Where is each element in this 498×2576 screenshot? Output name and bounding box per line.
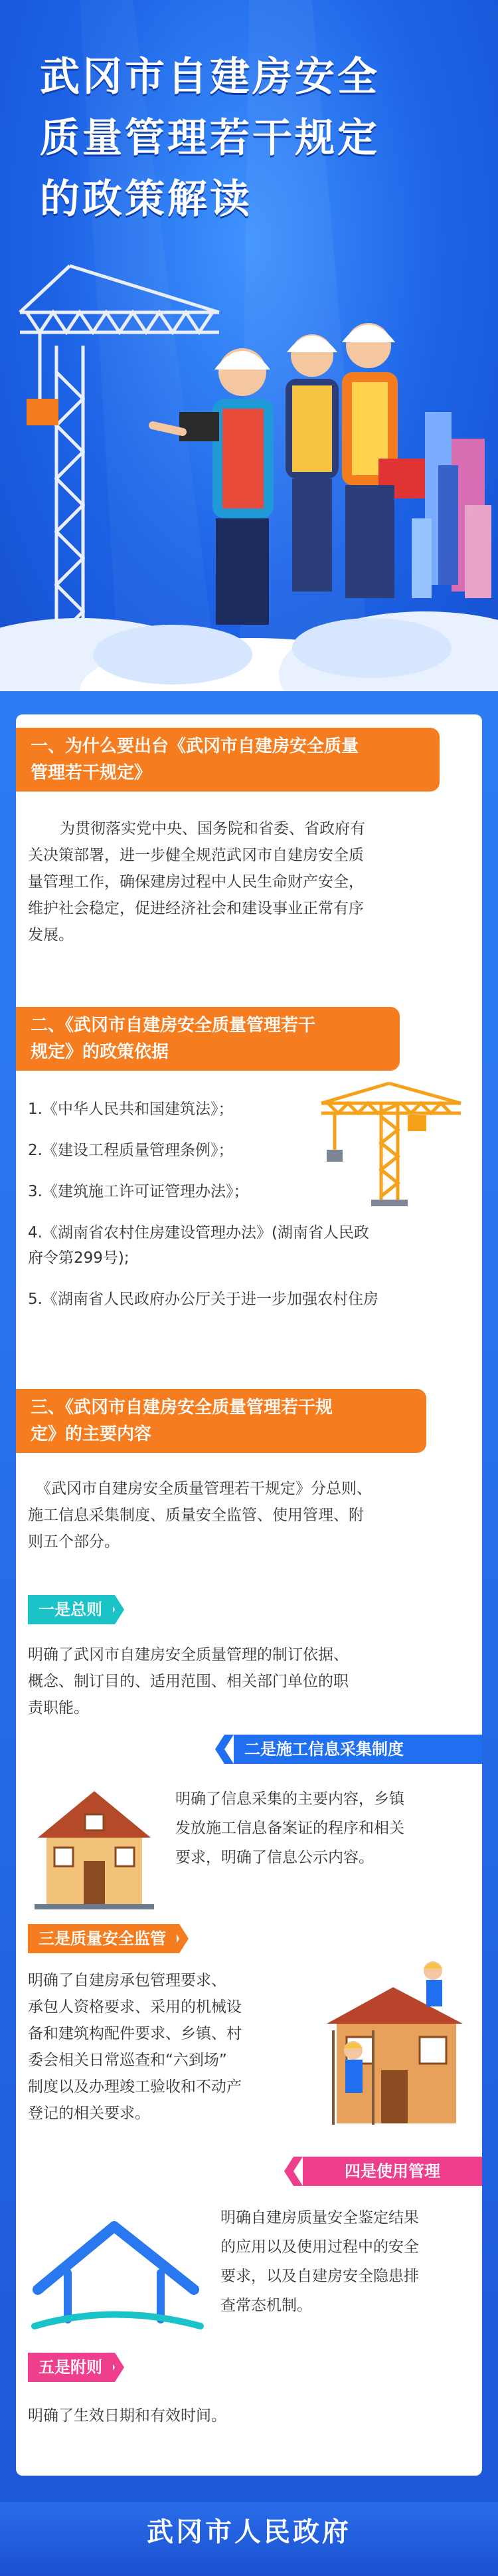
- hero-banner: [0, 0, 498, 691]
- section1-body-line: 关决策部署，进一步健全规范武冈市自建房安全质: [28, 847, 364, 864]
- section2-heading-line-2: 规定》的政策依据: [31, 1042, 169, 1062]
- part2-tag: 二是施工信息采集制度: [234, 1735, 482, 1764]
- part4-line: 明确自建房质量安全鉴定结果: [220, 2209, 419, 2226]
- part3-line: 明确了自建房承包管理要求、: [28, 1972, 226, 1989]
- part5-line: 明确了生效日期和有效时间。: [28, 2407, 226, 2424]
- part5-tag: 五是附则: [28, 2353, 113, 2382]
- section3-intro-line: 施工信息采集制度、质量安全监管、使用管理、附: [28, 1507, 364, 1524]
- part1-line: 概念、制订目的、适用范围、相关部门单位的职: [28, 1673, 349, 1690]
- chevron-decoration-icon: [170, 1924, 197, 1953]
- content-card: [16, 714, 482, 2476]
- section3-heading: [16, 1389, 426, 1453]
- house-icon: [28, 1781, 161, 1914]
- part1-line: 责职能。: [28, 1699, 89, 1717]
- footer-organization: 武冈市人民政府: [147, 2516, 351, 2547]
- section3-heading-line-1: 三、《武冈市自建房安全质量管理若干规: [31, 1398, 333, 1418]
- part1-line: 明确了武冈市自建房安全质量管理的制订依据、: [28, 1646, 349, 1664]
- chevron-decoration-icon: [207, 1735, 234, 1764]
- part2-body: [175, 1784, 474, 1872]
- section2-heading: [16, 1007, 400, 1071]
- section1-heading: [16, 728, 440, 792]
- policy-item: 5.《湖南省人民政府办公厅关于进一步加强农村住房: [28, 1291, 378, 1308]
- part1-body: [28, 1642, 473, 1721]
- part1-tag: 一是总则: [28, 1595, 113, 1624]
- section1-heading-line-2: 管理若干规定》: [31, 763, 152, 783]
- policy-item: 府令第299号);: [28, 1249, 129, 1267]
- part3-line: 登记的相关要求。: [28, 2105, 150, 2122]
- section1-heading-line-1: 一、为什么要出台《武冈市自建房安全质量: [31, 736, 359, 756]
- policy-item: 3.《建筑施工许可证管理办法》；: [28, 1183, 249, 1200]
- page-title: [40, 47, 478, 230]
- part3-tag: 三是质量安全监管: [28, 1924, 177, 1953]
- part3-line: 制度以及办理竣工验收和不动产: [28, 2078, 242, 2095]
- section1-body-line: 量管理工作，确保建房过程中人民生命财产安全，: [28, 873, 364, 891]
- title-line-3: 的政策解读: [40, 176, 252, 223]
- title-line-2: 质量管理若干规定: [40, 115, 380, 161]
- policy-item: 2.《建设工程质量管理条例》；: [28, 1142, 234, 1159]
- chevron-decoration-icon: [276, 2157, 303, 2186]
- section3-intro-line: 则五个部分。: [28, 1533, 120, 1551]
- part4-body: [220, 2203, 473, 2320]
- section2-heading-line-1: 二、《武冈市自建房安全质量管理若干: [31, 1016, 316, 1035]
- policy-item: 1.《中华人民共和国建筑法》；: [28, 1101, 234, 1118]
- chevron-decoration-icon: [106, 1595, 132, 1624]
- title-line-1: 武冈市自建房安全: [40, 54, 380, 100]
- part2-line: 要求，明确了信息公示内容。: [175, 1849, 374, 1866]
- section3-intro: [28, 1475, 473, 1555]
- chevron-decoration-icon: [106, 2353, 132, 2382]
- roof-outline-icon: [28, 2210, 207, 2343]
- part2-line: 明确了信息采集的主要内容，乡镇: [175, 1790, 404, 1808]
- section3-intro-line: 《武冈市自建房安全质量管理若干规定》分总则、: [36, 1480, 372, 1497]
- section1-body-line: 维护社会稳定，促进经济社会和建设事业正常有序: [28, 900, 364, 917]
- section1-body: [28, 815, 470, 948]
- part4-line: 的应用以及使用过程中的安全: [220, 2238, 419, 2256]
- city-buildings: [412, 412, 491, 598]
- part3-line: 承包人资格要求、采用的机械设: [28, 1998, 242, 2016]
- part2-line: 发放施工信息备案证的程序和相关: [175, 1820, 404, 1837]
- part3-line: 备和建筑构配件要求、乡镇、村: [28, 2025, 242, 2042]
- part4-line: 查常态机制。: [220, 2297, 312, 2314]
- section3-heading-line-2: 定》的主要内容: [31, 1424, 152, 1444]
- tower-crane-icon: [308, 1077, 467, 1210]
- policy-item: 4.《湖南省农村住房建设管理办法》(湖南省人民政: [28, 1224, 369, 1241]
- part3-body: [28, 1967, 307, 2127]
- crane-cargo: [27, 399, 58, 425]
- part3-line: 委会相关日常巡查和“六到场”: [28, 2052, 227, 2069]
- part5-body: [28, 2403, 473, 2429]
- part4-tag: 四是使用管理: [303, 2157, 482, 2186]
- part4-line: 要求，以及自建房安全隐患排: [220, 2268, 419, 2285]
- section1-body-line: 为贯彻落实党中央、国务院和省委、省政府有: [60, 820, 365, 837]
- roof-workers-icon: [307, 1951, 473, 2130]
- section1-body-line: 发展。: [28, 926, 74, 944]
